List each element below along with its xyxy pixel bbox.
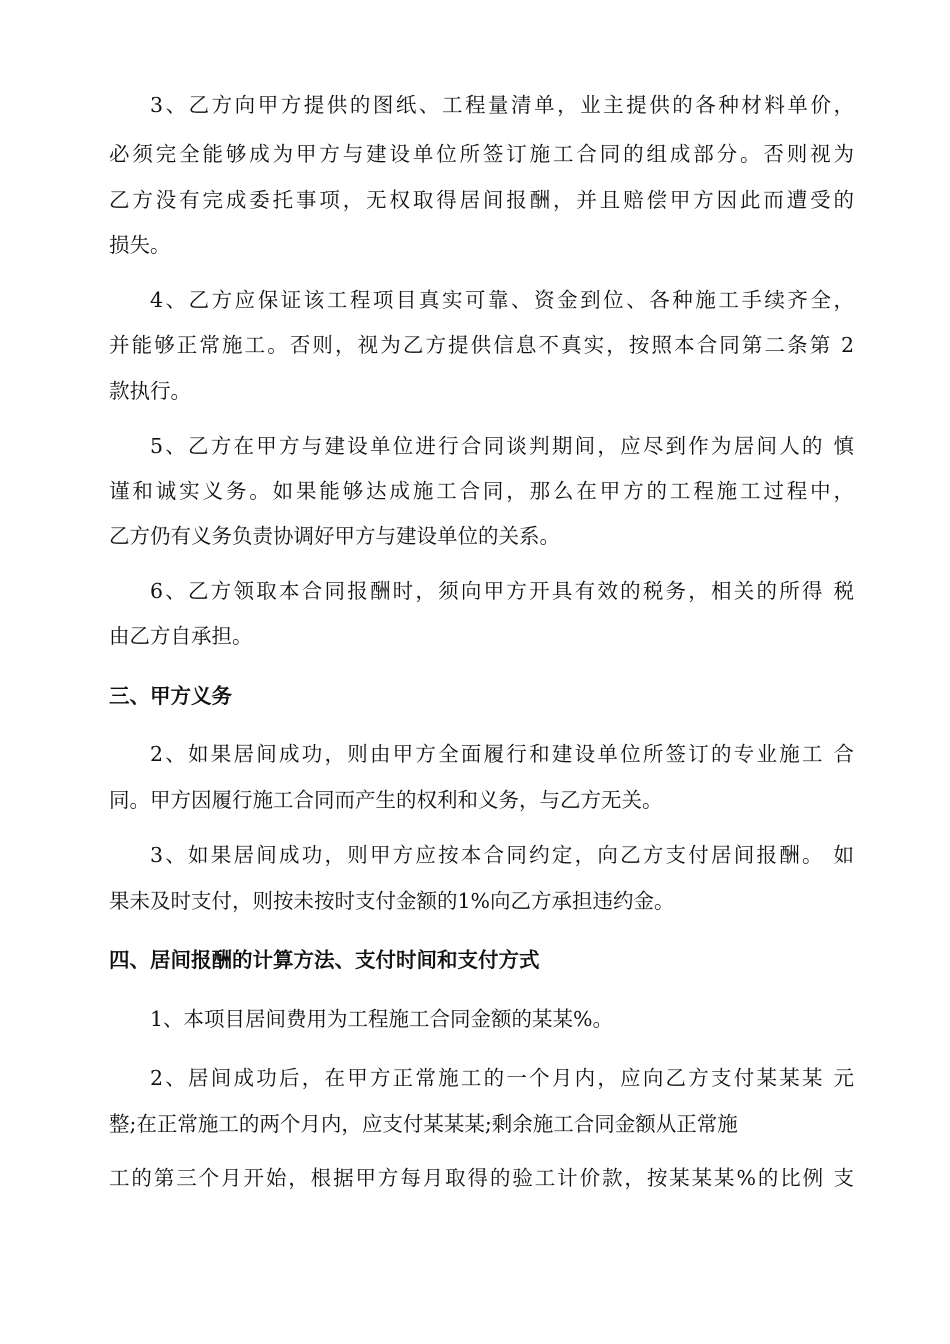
clause-6-line-1: 6、乙方领取本合同报酬时，须向甲方开具有效的税务，相关的所得 税 [150,579,854,603]
duty-2-line-1: 2、如果居间成功，则由甲方全面履行和建设单位所签订的专业施工 合 [150,742,854,766]
clause-4-line-1: 4、乙方应保证该工程项目真实可靠、资金到位、各种施工手续齐全， [150,288,854,312]
clause-6-line-2: 由乙方自承担。 [109,624,253,648]
section-heading-4: 四、居间报酬的计算方法、支付时间和支付方式 [109,948,540,972]
clause-4-line-3: 款执行。 [109,379,191,403]
fee-1-line-1: 1、本项目居间费用为工程施工合同金额的某某%。 [150,1007,614,1031]
clause-3-line-3: 乙方没有完成委托事项，无权取得居间报酬，并且赔偿甲方因此而遭受的 [109,188,854,212]
clause-5-line-1: 5、乙方在甲方与建设单位进行合同谈判期间，应尽到作为居间人的 慎 [150,434,854,458]
fee-2-line-3: 工的第三个月开始，根据甲方每月取得的验工计价款，按某某某%的比例 支 [109,1166,854,1190]
clause-4-line-2: 并能够正常施工。否则，视为乙方提供信息不真实，按照本合同第二条第 2 [109,333,854,357]
section-heading-3: 三、甲方义务 [109,684,232,708]
clause-3-line-4: 损失。 [109,233,171,257]
clause-3-line-1: 3、乙方向甲方提供的图纸、工程量清单，业主提供的各种材料单价， [150,93,854,117]
duty-3-line-2: 果未及时支付，则按未按时支付金额的1%向乙方承担违约金。 [109,889,675,913]
duty-3-line-1: 3、如果居间成功，则甲方应按本合同约定，向乙方支付居间报酬。 如 [150,843,854,867]
clause-5-line-2: 谨和诚实义务。如果能够达成施工合同，那么在甲方的工程施工过程中， [109,479,854,503]
fee-2-line-2: 整;在正常施工的两个月内，应支付某某某;剩余施工合同金额从正常施 [109,1112,738,1136]
clause-5-line-3: 乙方仍有义务负责协调好甲方与建设单位的关系。 [109,524,560,548]
clause-3-line-2: 必须完全能够成为甲方与建设单位所签订施工合同的组成部分。否则视为 [109,142,854,166]
duty-2-line-2: 同。甲方因履行施工合同而产生的权利和义务，与乙方无关。 [109,788,663,812]
fee-2-line-1: 2、居间成功后，在甲方正常施工的一个月内，应向乙方支付某某某 元 [150,1066,854,1090]
